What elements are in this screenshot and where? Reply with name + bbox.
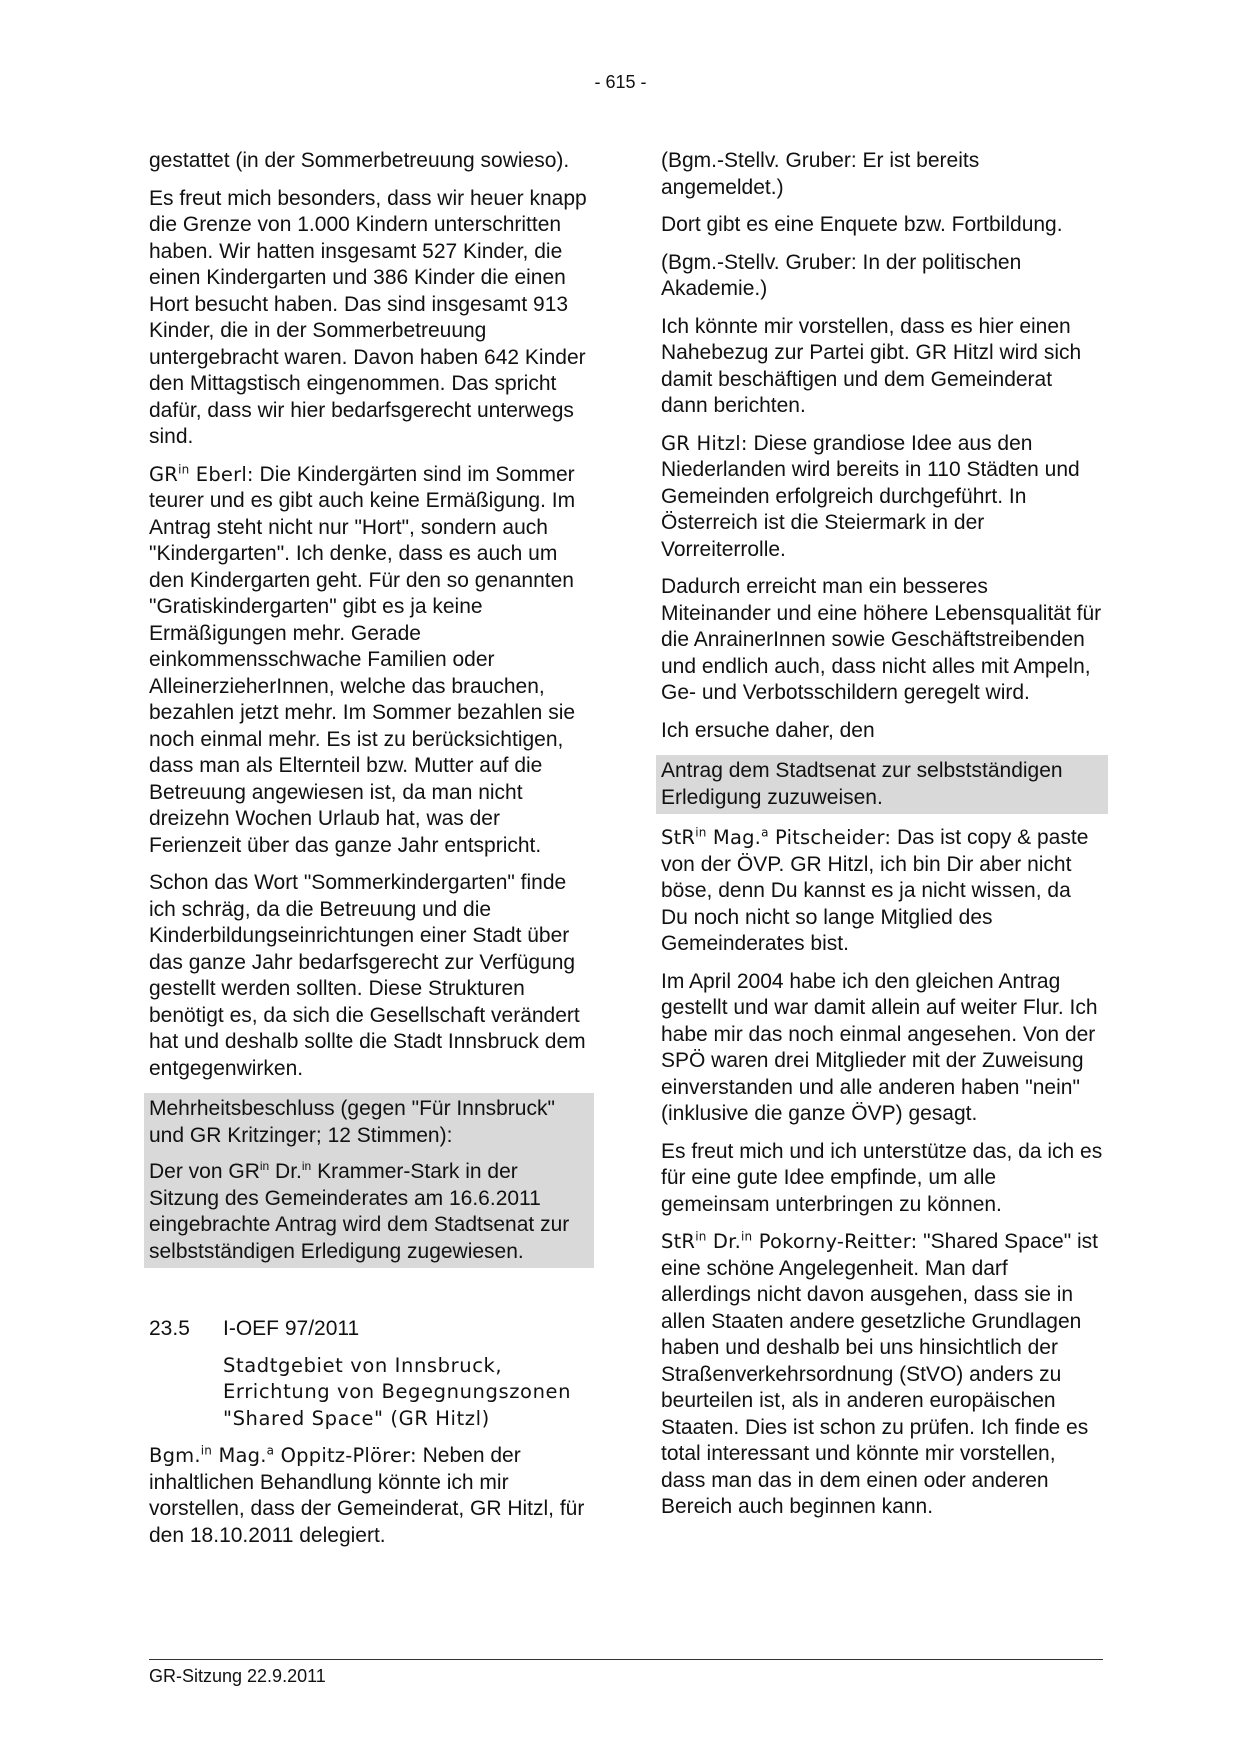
agenda-item-heading bbox=[149, 1316, 589, 1343]
paragraph: Ich ersuche daher, den bbox=[661, 718, 875, 742]
paragraph: Im April 2004 habe ich den gleichen Antrag gestellt und war damit allein auf weiter Flur. Ich habe mir das noch einmal angesehen. Von der SPÖ waren drei Mitglieder mit der Zuweisung einverstanden und alle anderen haben "nein" (inklusive die ganze ÖVP) gesagt. bbox=[661, 969, 1098, 1125]
agenda-item-number: 23.5 bbox=[149, 1317, 190, 1340]
right-column bbox=[661, 148, 1103, 1532]
paragraph: Dort gibt es eine Enquete bzw. Fortbildung. bbox=[661, 213, 1063, 236]
page-number: - 615 - bbox=[594, 72, 647, 92]
resolution-text: Der von $GR^{in}$ Dr.$^{in}$ Krammer-Stark in der Sitzung des Gemeinderates am 16.6.2011 eingebrachte Antrag wird dem Stadtsenat zur selbstständigen Erledigung zugewiesen. bbox=[149, 1159, 570, 1263]
speaker-name: Bgm.$^{in}$ Mag.$^a$ Oppitz-Plörer: bbox=[149, 1443, 417, 1467]
paragraph: Es freut mich und ich unterstütze das, da ich es für eine gute Idee empfinde, um alle gemeinsam unterbringen zu können. bbox=[661, 1139, 1103, 1216]
interjection: (Bgm.-Stellv. Gruber: In der politischen Akademie.) bbox=[661, 250, 1022, 300]
speech-pokorny-reitter: StR$^{in}$ Dr.$^{in}$ Pokorny-Reitter: "Shared Space" ist eine schöne Angelegenheit. Man darf allerdings nicht davon ausgehen, dass sie in allen Staaten andere gesetzliche Grundlagen haben und deshalb bei uns hinsichtlich der Straßenverkehrsordnung (StVO) anders zu beurteilen ist, als in anderen europäischen Staaten. Dies ist schon zu prüfen. Ich finde es total interessant und könnte mir vorstellen, dass man das in dem einen oder anderen Bereich auch beginnen kann. bbox=[661, 1229, 1099, 1518]
speech-pitscheider: StR$^{in}$ Mag.$^a$ Pitscheider: Das ist copy & paste von der ÖVP. GR Hitzl, ich bin Dir aber nicht böse, denn Du kannst es ja nicht wissen, da Du noch nicht so lange Mitglied des Gemeinderates bist. bbox=[661, 825, 1089, 955]
speech-eberl: $GR^{in}$ Eberl: Die Kindergärten sind im Sommer teurer und es gibt auch keine Ermäßigung. Im Antrag steht nicht nur "Hort", sondern auch "Kindergarten". Ich denke, dass es auch um den Kindergarten geht. Für den so genannten "Gratiskindergarten" gibt es ja keine Ermäßigungen mehr. Gerade einkommensschwache Familien oder AlleinerzieherInnen, welche das brauchen, bezahlen jetzt mehr. Im Sommer bezahlen sie noch einmal mehr. Es ist zu berücksichtigen, dass man als Elternteil bzw. Mutter auf die Betreuung angewiesen ist, da man nicht dreizehn Wochen Urlaub hat, was der Ferienzeit über das ganze Jahr entspricht. bbox=[149, 462, 576, 857]
resolution-box bbox=[144, 1093, 594, 1268]
motion-box bbox=[656, 755, 1108, 814]
paragraph: Es freut mich besonders, dass wir heuer knapp die Grenze von 1.000 Kindern unterschritten haben. Wir hatten insgesamt 527 Kinder, die einen Kindergarten und 386 Kinder die einen Hort besucht haben. Das sind insgesamt 913 Kinder, die in der Sommerbetreuung untergebracht waren. Davon haben 642 Kinder den Mittagstisch eingenommen. Das spricht dafür, dass wir hier bedarfsgerecht unterwegs sind. bbox=[149, 186, 587, 448]
speaker-name: StR$^{in}$ Mag.$^a$ Pitscheider: bbox=[661, 825, 892, 849]
left-column bbox=[149, 148, 589, 1560]
agenda-item-code: I-OEF 97/2011 bbox=[223, 1317, 360, 1340]
speech-hitzl: GR Hitzl: Diese grandiose Idee aus den Niederlanden wird bereits in 110 Städten und Gemeinden erfolgreich durchgeführt. In Österreich ist die Steiermark in der Vorreiterrolle. bbox=[661, 431, 1080, 561]
speaker-name: GR Hitzl: bbox=[661, 431, 748, 455]
paragraph: Dadurch erreicht man ein besseres Miteinander und eine höhere Lebensqualität für die AnrainerInnen sowie Geschäftstreibenden und endlich auch, dass nicht alles mit Ampeln, Ge- und Verbotsschildern geregelt wird. bbox=[661, 575, 1102, 704]
resolution-vote: Mehrheitsbeschluss (gegen "Für Innsbruck" und GR Kritzinger; 12 Stimmen): bbox=[149, 1097, 555, 1147]
interjection: (Bgm.-Stellv. Gruber: Er ist bereits angemeldet.) bbox=[661, 149, 980, 199]
motion-text: Antrag dem Stadtsenat zur selbstständigen Erledigung zuzuweisen. bbox=[661, 759, 1063, 809]
footer-session-date: GR-Sitzung 22.9.2011 bbox=[149, 1666, 326, 1686]
footer-divider bbox=[149, 1659, 1103, 1660]
speaker-name: StR$^{in}$ Dr.$^{in}$ Pokorny-Reitter: bbox=[661, 1229, 918, 1253]
speaker-name: $GR^{in}$ Eberl: bbox=[149, 462, 254, 486]
paragraph: Ich könnte mir vorstellen, dass es hier einen Nahebezug zur Partei gibt. GR Hitzl wird sich damit beschäftigen und dem Gemeinderat dann berichten. bbox=[661, 314, 1082, 417]
speech-oppitz-ploerer: Bgm.$^{in}$ Mag.$^a$ Oppitz-Plörer: Neben der inhaltlichen Behandlung könnte ich mir vorstellen, dass der Gemeinderat, GR Hitzl, für den 18.10.2011 delegiert. bbox=[149, 1443, 585, 1547]
paragraph: gestattet (in der Sommerbetreuung sowieso). bbox=[149, 149, 570, 172]
agenda-item-title: Stadtgebiet von Innsbruck, Errichtung von Begegnungszonen "Shared Space" (GR Hitzl) bbox=[223, 1353, 572, 1430]
paragraph: Schon das Wort "Sommerkindergarten" finde ich schräg, da die Betreuung und die Kinderbildungseinrichtungen einer Stadt über das ganze Jahr bedarfsgerecht zur Verfügung gestellt werden sollten. Diese Strukturen benötigt es, da sich die Gesellschaft verändert hat und deshalb sollte die Stadt Innsbruck dem entgegenwirken. bbox=[149, 871, 586, 1080]
